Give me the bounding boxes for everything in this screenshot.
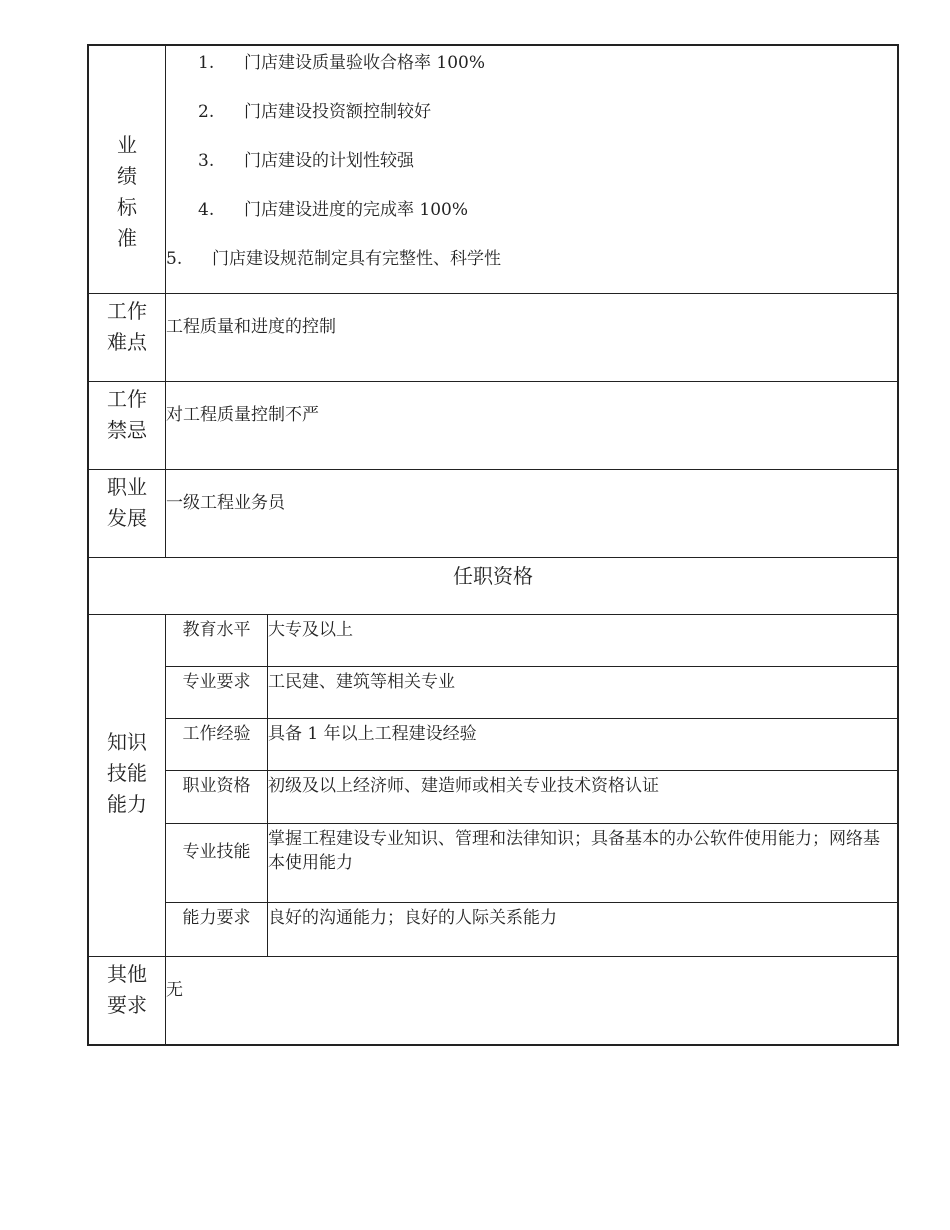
list-item — [198, 198, 468, 222]
performance-label: 业绩标准 — [89, 46, 166, 293]
other-label: 其他要求 — [89, 957, 166, 1044]
section-title: 任职资格 — [453, 564, 533, 588]
list-item-number: 5. — [166, 249, 183, 269]
taboo-label: 工作禁忌 — [89, 382, 166, 469]
list-item-number: 3. — [198, 151, 215, 171]
list-item-number: 1. — [198, 53, 215, 73]
taboo-text: 对工程质量控制不严 — [166, 405, 319, 425]
qualification-row — [89, 615, 897, 957]
list-item-number: 4. — [198, 200, 215, 220]
difficulty-row — [89, 294, 897, 382]
table-row — [166, 903, 897, 956]
row-value: 初级及以上经济师、建造师或相关专业技术资格认证 — [268, 776, 659, 796]
list-item — [198, 100, 431, 124]
table-row — [166, 824, 897, 903]
difficulty-label: 工作难点 — [89, 294, 166, 381]
list-item — [166, 247, 501, 271]
table-row — [166, 771, 897, 824]
list-item-text: 门店建设投资额控制较好 — [244, 102, 431, 122]
row-value: 具备 1 年以上工程建设经验 — [268, 724, 477, 744]
row-label: 专业要求 — [166, 667, 268, 718]
career-row — [89, 470, 897, 558]
list-item-text: 门店建设质量验收合格率 100% — [244, 53, 486, 73]
list-item — [198, 149, 414, 173]
qualification-title-row — [89, 558, 897, 615]
row-value: 良好的沟通能力；良好的人际关系能力 — [268, 908, 557, 928]
performance-row — [89, 46, 897, 294]
other-text: 无 — [166, 980, 183, 1000]
qualification-label: 知识技能能力 — [89, 615, 166, 956]
taboo-row — [89, 382, 897, 470]
career-text: 一级工程业务员 — [166, 493, 285, 513]
list-item-text: 门店建设的计划性较强 — [244, 151, 414, 171]
table-row — [166, 719, 897, 771]
row-label: 工作经验 — [166, 719, 268, 770]
row-value: 掌握工程建设专业知识、管理和法律知识；具备基本的办公软件使用能力；网络基本使用能力 — [268, 829, 880, 873]
list-item-text: 门店建设规范制定具有完整性、科学性 — [212, 249, 501, 269]
row-value: 工民建、建筑等相关专业 — [268, 672, 455, 692]
other-row — [89, 957, 897, 1044]
table-row — [166, 667, 897, 719]
row-value: 大专及以上 — [268, 620, 353, 640]
row-label: 能力要求 — [166, 903, 268, 956]
list-item-text: 门店建设进度的完成率 100% — [244, 200, 469, 220]
row-label: 教育水平 — [166, 615, 268, 666]
table-row — [166, 615, 897, 667]
qualification-subtable — [166, 615, 897, 956]
difficulty-text: 工程质量和进度的控制 — [166, 317, 336, 337]
list-item-number: 2. — [198, 102, 215, 122]
row-label: 职业资格 — [166, 771, 268, 823]
list-item — [198, 51, 485, 75]
performance-list — [166, 46, 897, 293]
row-label: 专业技能 — [166, 824, 268, 902]
job-description-table — [87, 44, 899, 1046]
career-label: 职业发展 — [89, 470, 166, 557]
